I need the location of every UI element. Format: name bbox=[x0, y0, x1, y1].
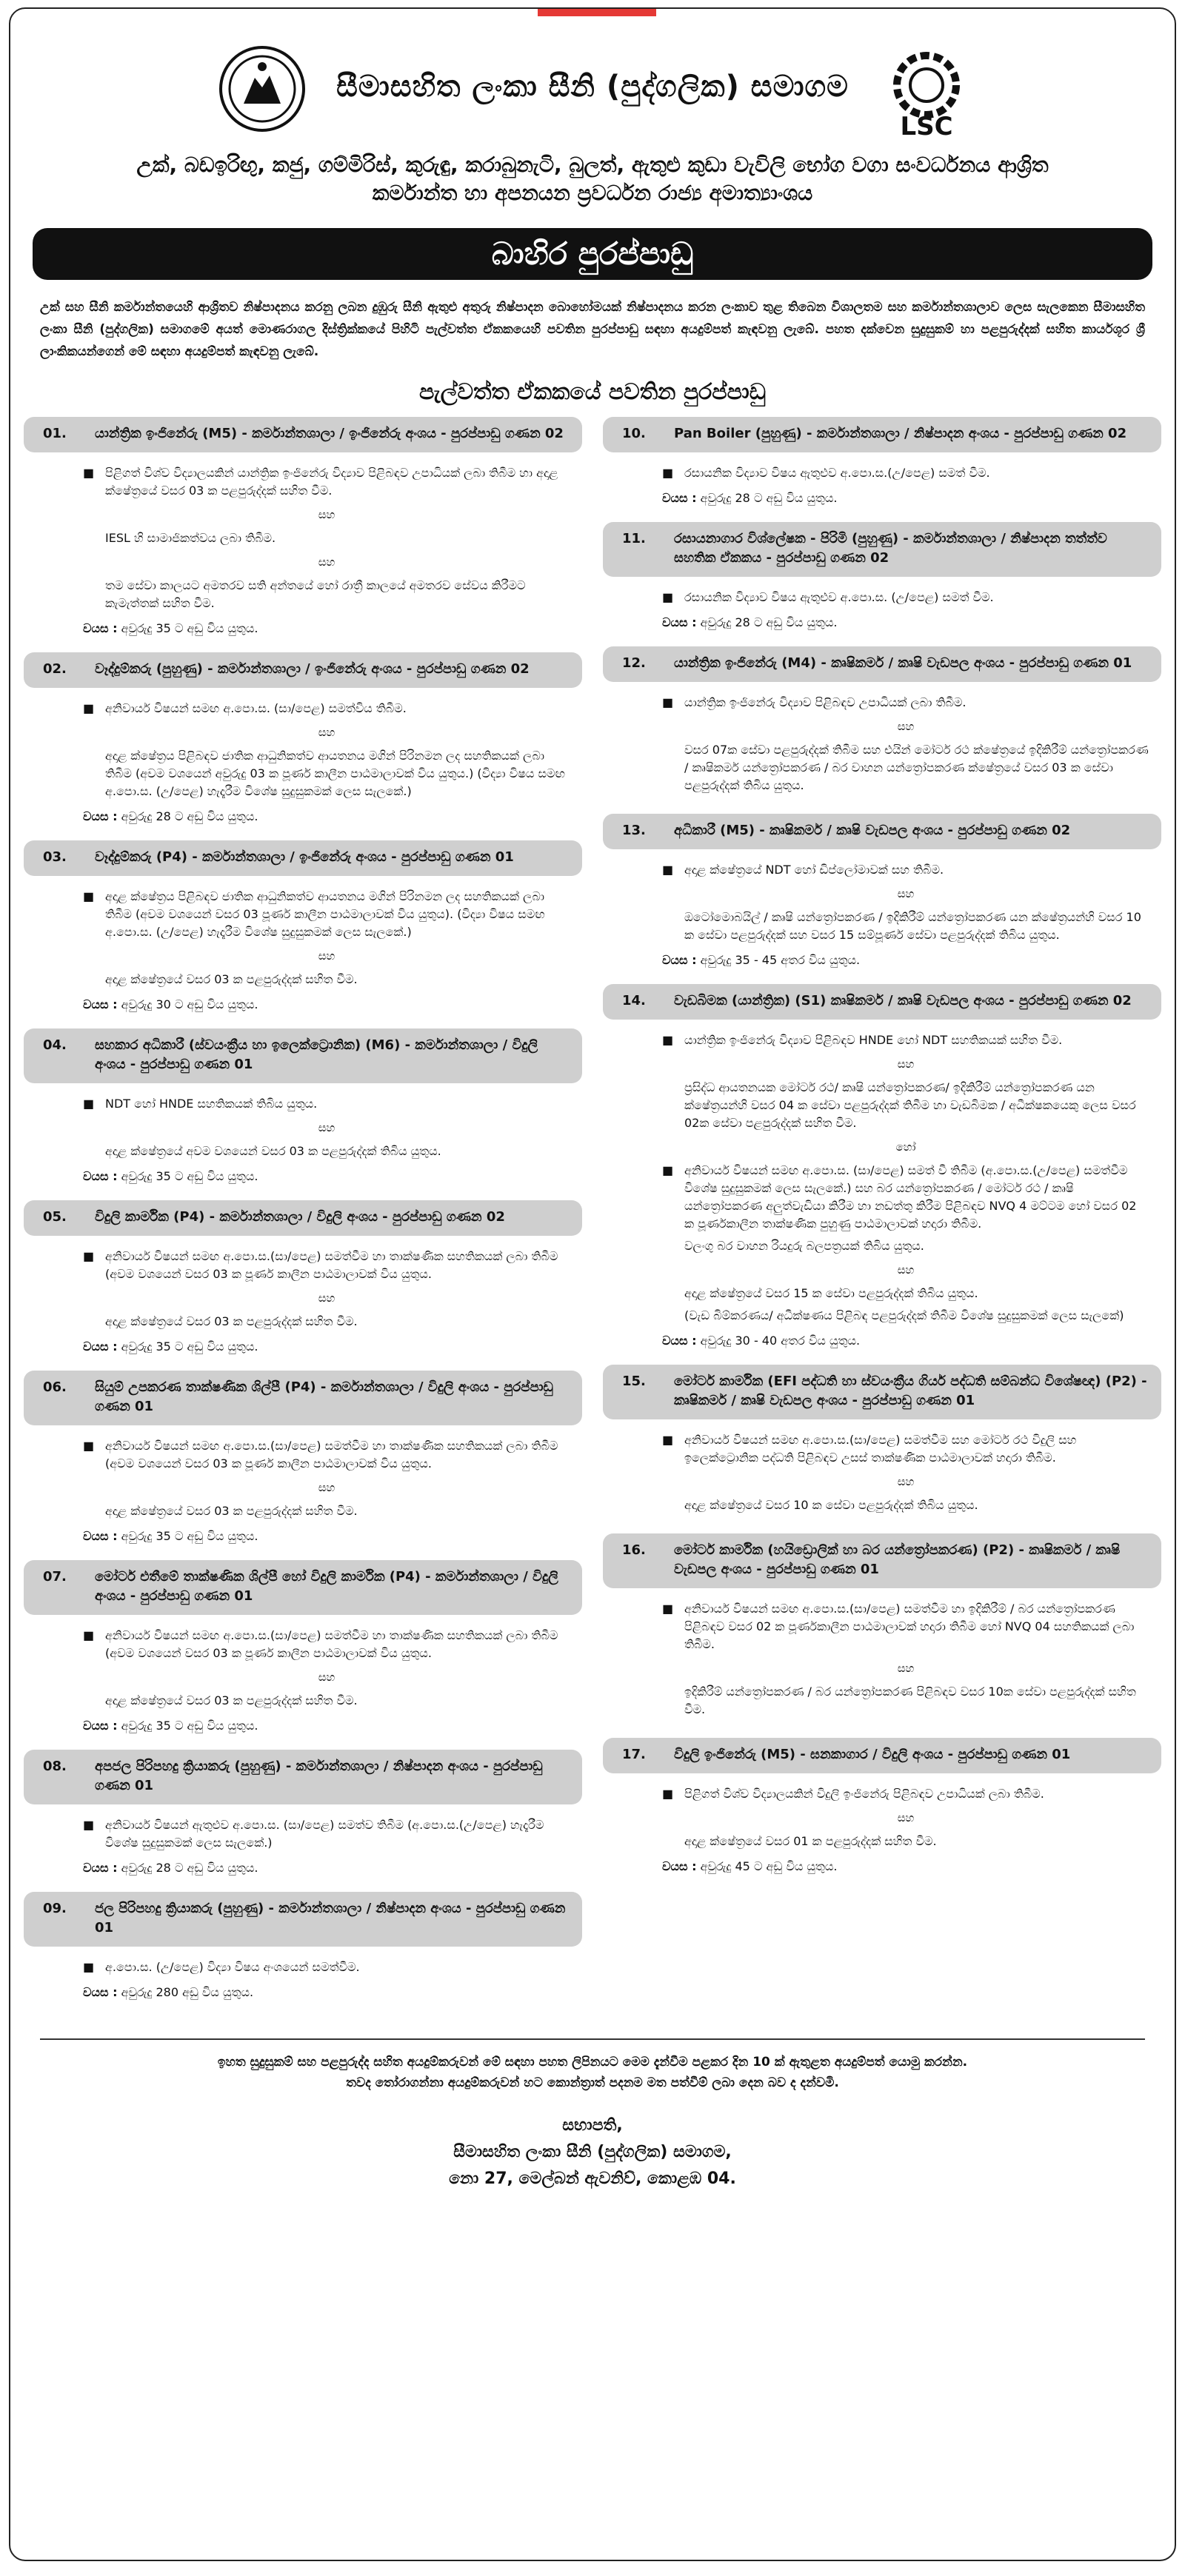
vacancy-title: සහකාර අධිකාරී (ස්වයංක්‍රීය හා ඉලෙක්ට්‍රොනික) (M6) - කර්මාන්තශාලා / විදුලි අංශය - පුරප්පාඩු ගණන 01 bbox=[95, 1037, 538, 1072]
vacancy-number: 07. bbox=[43, 1569, 67, 1585]
age-text: අවුරුදු 28 ට අඩු විය යුතුය. bbox=[700, 491, 838, 505]
vacancy-number: 16. bbox=[622, 1542, 646, 1558]
vacancy-number: 15. bbox=[622, 1374, 646, 1389]
requirement-connector: සහ bbox=[897, 1811, 915, 1824]
bullet-icon: ■ bbox=[662, 863, 674, 877]
age-label: වයස : bbox=[83, 1339, 118, 1354]
requirement-bullet bbox=[83, 1095, 570, 1113]
vacancy-heading bbox=[603, 1365, 1161, 1419]
requirement-connector: සහ bbox=[318, 949, 336, 963]
requirement-connector: සහ bbox=[897, 1263, 915, 1277]
header bbox=[10, 9, 1175, 142]
requirement-text: අනිවාර්ය විෂයන් සමඟ අ.පො.ස.(සා/පෙළ) සමත්වීම හා තාක්ෂණික සහතිකයක් ලබා තිබීම (අවම වශයෙන් වසර 03 ක පූර්ණ කාලීන පාඨමාලාවක් විය යුතුය. bbox=[105, 1249, 558, 1281]
vacancy-item bbox=[24, 1892, 582, 2006]
age-requirement bbox=[662, 489, 1149, 507]
advertisement-page bbox=[9, 7, 1176, 2561]
requirement-text: වසර 07ක සේවා පළපුරුද්දක් තිබීම සහ එයින් මෝටර් රථ ක්ෂේත්‍රයේ ඉදිකිරීම් යන්ත්‍රෝපකරණ / කෘෂිකර්ම යන්ත්‍රෝපකරණ / බර වාහන යන්ත්‍රෝපකරණ ක්ෂේත්‍රයේ වසර 03 ක සේවා පළපුරුද්දක් තිබිය යුතුය. bbox=[684, 743, 1149, 792]
age-text: අවුරුදු 35 ට අඩු විය යුතුය. bbox=[121, 1719, 258, 1733]
age-label: වයස : bbox=[662, 953, 697, 967]
age-text: අවුරුදු 35 ට අඩු විය යුතුය. bbox=[121, 1529, 258, 1543]
requirement-bullet bbox=[662, 464, 1149, 482]
requirement-connector: සහ bbox=[318, 726, 336, 739]
requirement-bullet bbox=[83, 1627, 570, 1662]
requirement-bullet bbox=[83, 1437, 570, 1473]
requirement-text: IESL හි සාමාජිකත්වය ලබා තිබීම. bbox=[105, 531, 276, 545]
vacancy-number: 04. bbox=[43, 1037, 67, 1053]
bullet-icon: ■ bbox=[662, 1787, 674, 1801]
vacancy-requirements bbox=[24, 876, 582, 1018]
requirement-connector: සහ bbox=[318, 1670, 336, 1684]
age-label: වයස : bbox=[83, 809, 118, 823]
vacancy-number: 08. bbox=[43, 1759, 67, 1774]
age-requirement bbox=[83, 1338, 570, 1356]
bullet-icon: ■ bbox=[662, 1602, 674, 1616]
vacancy-item bbox=[603, 814, 1161, 974]
age-label: වයස : bbox=[83, 1719, 118, 1733]
age-label: වයස : bbox=[662, 615, 697, 629]
vacancy-heading bbox=[603, 522, 1161, 577]
vacancy-number: 10. bbox=[622, 426, 646, 441]
requirement-connector: සහ bbox=[897, 720, 915, 733]
vacancy-item bbox=[603, 417, 1161, 512]
requirement-text: පිළිගත් විශ්ව විද්‍යාලයකින් යාන්ත්‍රික ඉංජිනේරු විද්‍යාව පිළිබඳව උපාධියක් ලබා තිබීම හා අදාළ ක්ෂේත්‍රයේ වසර 03 ක පළපුරුද්දක් සහිත වීම. bbox=[105, 466, 558, 498]
vacancy-item bbox=[603, 984, 1161, 1354]
requirement-text: රසායනික විද්‍යාව විෂය ඇතුළුව අ.පො.ස. (උ/පෙළ) සමත් වීම. bbox=[684, 590, 994, 604]
requirement-text: අනිවාර්ය විෂයන් සමඟ අ.පො.ස.(සා/පෙළ) සමත්වීම සහ මෝටර් රථ විදුලි සහ ඉලෙක්ට්‍රොනික පද්ධති පිළිබඳව උසස් තාක්ෂණික පාඨමාලාවක් හදාරා තිබීම. bbox=[684, 1433, 1077, 1465]
vacancy-requirements bbox=[603, 1773, 1161, 1880]
ministry-line-1: උක්, බඩඉරිඟු, කජු, ගම්මිරිස්, කුරුඳු, කරාබුනැටි, බුලත්, ඇතුළු කුඩා වැවිලි භෝග වගා සංවර්ධනය ආශ්‍රිත bbox=[136, 153, 1049, 177]
vacancy-number: 09. bbox=[43, 1901, 67, 1916]
org-title: සීමාසහිත ලංකා සීනි (පුද්ගලික) සමාගම bbox=[336, 70, 849, 104]
application-note bbox=[40, 2038, 1145, 2093]
requirement-connector: සහ bbox=[318, 1481, 336, 1494]
vacancy-heading bbox=[24, 1560, 582, 1615]
vacancy-title: විදුලි ඉංජිනේරු (M5) - ඝනකාගාර / විදුලි අංශය - පුරප්පාඩු ගණන 01 bbox=[674, 1747, 1071, 1762]
requirement-text: අදාළ ක්ෂේත්‍රයේ වසර 03 ක පළපුරුද්දක් සහිත වීම. bbox=[105, 1314, 358, 1328]
vacancy-title: විදුලි කාර්මික (P4) - කර්මාන්තශාලා / විදුලි අංශය - පුරප්පාඩු ගණන 02 bbox=[95, 1209, 505, 1225]
vacancy-heading bbox=[24, 652, 582, 688]
vacancy-heading bbox=[24, 1028, 582, 1083]
bullet-icon: ■ bbox=[83, 889, 95, 903]
requirement-bullet bbox=[662, 1031, 1149, 1049]
requirement-text: අදාළ ක්ෂේත්‍රයේ වසර 10 ක සේවා පළපුරුද්දක් තිබිය යුතුය. bbox=[684, 1498, 978, 1512]
vacancy-title: සියුම් උපකරණ තාක්ෂණික ශිල්පී (P4) - කර්මාන්තශාලා / විදුලි අංශය - පුරප්පාඩු ගණන 01 bbox=[95, 1379, 553, 1414]
requirement-bullet bbox=[83, 700, 570, 717]
requirement-bullet bbox=[662, 1785, 1149, 1803]
vacancy-heading bbox=[603, 417, 1161, 452]
vacancy-title: යාන්ත්‍රික ඉංජිනේරු (M4) - කෘෂිකර්ම / කෘෂි වැඩපල අංශය - පුරප්පාඩු ගණන 01 bbox=[674, 655, 1132, 671]
vacancy-item bbox=[603, 1738, 1161, 1880]
age-requirement bbox=[83, 1984, 570, 2001]
age-requirement bbox=[662, 951, 1149, 969]
age-requirement bbox=[83, 808, 570, 826]
age-label: වයස : bbox=[83, 1529, 118, 1543]
age-text: අවුරුදු 45 ට අඩු විය යුතුය. bbox=[700, 1859, 838, 1873]
age-text: අවුරුදු 28 ට අඩු විය යුතුය. bbox=[700, 615, 838, 629]
vacancy-requirements bbox=[603, 1419, 1161, 1523]
age-label: වයස : bbox=[83, 621, 118, 635]
age-requirement bbox=[83, 1528, 570, 1545]
age-label: වයස : bbox=[662, 1859, 697, 1873]
bullet-icon: ■ bbox=[83, 701, 95, 715]
age-label: වයස : bbox=[83, 1985, 118, 1999]
vacancy-number: 03. bbox=[43, 849, 67, 865]
bullet-icon: ■ bbox=[662, 1033, 674, 1047]
vacancy-requirements bbox=[24, 688, 582, 830]
requirement-text: පිළිගත් විශ්ව විද්‍යාලයකින් විදුලි ඉංජිනේරු පිළිබඳව උපාධියක් ලබා තිබීම. bbox=[684, 1787, 1044, 1801]
age-label: වයස : bbox=[662, 1334, 697, 1348]
requirement-bullet bbox=[83, 1816, 570, 1852]
requirement-text: අනිවාර්ය විෂයන් ඇතුළුව අ.පො.ස. (සා/පෙළ) සමත්ව තිබීම (අ.පො.ස.(උ/පෙළ) හැදෑරීම විශේෂ සුදුසුකමක් ලෙස සැලකේ.) bbox=[105, 1818, 544, 1850]
requirement-text: අදාළ ක්ෂේත්‍රයේ වසර 03 ක පළපුරුද්දක් සහිත වීම. bbox=[105, 1504, 358, 1518]
vacancy-number: 06. bbox=[43, 1379, 67, 1395]
vacancy-heading bbox=[24, 1750, 582, 1804]
age-requirement bbox=[83, 1859, 570, 1877]
vacancy-columns bbox=[10, 417, 1175, 2016]
requirement-bullet bbox=[662, 1431, 1149, 1467]
bullet-icon: ■ bbox=[83, 1097, 95, 1111]
requirement-text: යාන්ත්‍රික ඉංජිනේරු විද්‍යාව පිළිබඳව HNDE හෝ NDT සහතිකයක් සහිත වීම. bbox=[684, 1033, 1063, 1047]
requirement-text: අදාළ ක්ෂේත්‍රයේ අවම වශයෙන් වසර 03 ක පළපුරුද්දක් තිබිය යුතුය. bbox=[105, 1144, 441, 1158]
age-requirement bbox=[83, 996, 570, 1014]
vacancy-requirements bbox=[24, 1804, 582, 1881]
age-requirement bbox=[83, 1168, 570, 1185]
requirement-text: වලංගු බර වාහන රියදුරු බලපත්‍රයක් තිබිය යුතුය. bbox=[684, 1239, 924, 1253]
requirement-connector: සහ bbox=[318, 1291, 336, 1305]
requirement-text: ඔටෝමොබයිල් / කෘෂි යන්ත්‍රෝපකරණ / ඉදිකිරීම් යන්ත්‍රෝපකරණ යන ක්ෂේත්‍රයන්හි වසර 10 ක සේවා පළපුරුද්දක් සහ වසර 15 සම්පූර්ණ සේවා පළපුරුද්දක් තිබිය යුතුය. bbox=[684, 910, 1141, 942]
vacancy-heading bbox=[24, 1371, 582, 1425]
ministry-block bbox=[10, 151, 1175, 207]
vacancy-title: වෑද්දුම්කරු (පුහුණු) - කර්මාන්තශාලා / ඉංජිනේරු අංශය - පුරප්පාඩු ගණන 02 bbox=[95, 661, 530, 677]
age-requirement bbox=[662, 1858, 1149, 1876]
vacancy-requirements bbox=[603, 849, 1161, 974]
address-line-1: සභාපති, bbox=[562, 2116, 623, 2135]
vacancy-requirements bbox=[24, 452, 582, 642]
age-text: අවුරුදු 35 ට අඩු විය යුතුය. bbox=[121, 1339, 258, 1354]
requirement-text: අදාළ ක්ෂේත්‍රයේ වසර 15 ක සේවා පළපුරුද්දක් තිබිය යුතුය. bbox=[684, 1286, 978, 1300]
vacancy-banner: බාහිර පුරප්පාඩු bbox=[33, 228, 1152, 280]
vacancy-item bbox=[24, 1750, 582, 1881]
age-requirement bbox=[662, 614, 1149, 632]
vacancy-number: 11. bbox=[622, 531, 646, 546]
vacancy-item bbox=[24, 1371, 582, 1550]
vacancy-item bbox=[24, 417, 582, 642]
bullet-icon: ■ bbox=[83, 1249, 95, 1263]
requirement-text: අදාළ ක්ෂේත්‍රය පිළිබඳව ජාතික ආධුනිකත්ව ආයතනය මගින් පිරිනමන ලද සහතිකයක් ලබා තිබීම (අවම වශයෙන් වසර 03 පූර්ණ කාලීන පාඨමාලාවක් විය යුතුය). (විද්‍යා විෂය සමඟ අ.පො.ස. (උ/පෙළ) හැදෑරීම විශේෂ සුදුසුකමක් ලෙස සැලකේ.) bbox=[105, 889, 545, 939]
requirement-text: (වැඩ බිම්කරණය/ අධීක්ෂණය පිළිබඳ පළපුරුද්දක් තිබීම විශේෂ සුදුසුකමක් ලෙස සැලකේ) bbox=[684, 1308, 1124, 1322]
bullet-icon: ■ bbox=[83, 1439, 95, 1453]
vacancy-number: 01. bbox=[43, 426, 67, 441]
vacancy-requirements bbox=[24, 1236, 582, 1360]
intro-paragraph: උක් සහ සීනි කර්මාන්තයෙහි ආශ්‍රිතව නිෂ්පාදනය කරනු ලබන දුඹුරු සීනි ඇතුළු අතුරු නිෂ්පාදන බොහෝමයක් නිෂ්පාදනය කරන ලංකාව තුළ තිබෙන විශාලතම සහ කර්මාන්තශාලාව ලෙස සැලකෙන සීමාසහිත ලංකා සීනි (පුද්ගලික) සමාගමේ අයත් මොණරාගල දිස්ත්‍රික්කයේ පිහිටි පැල්වත්ත ඒකකයෙහි පවතින පුරප්පාඩු සඳහා අයදුම්පත් කැඳවනු ලැබේ. පහත දක්වෙන සුදුසුකම් හා පළපුරුද්දක් සහිත කාර්යශූර ශ්‍රී ලාංකිකයන්ගෙන් මේ සඳහා අයදුම්පත් කැඳවනු ලැබේ. bbox=[40, 300, 1145, 359]
age-text: අවුරුදු 280 අඩු විය යුතුය. bbox=[121, 1985, 254, 1999]
age-label: වයස : bbox=[83, 997, 118, 1011]
vacancy-requirements bbox=[603, 1020, 1161, 1354]
requirement-connector: සහ bbox=[897, 887, 915, 900]
requirement-text: අදාළ ක්ෂේත්‍රයේ NDT හෝ ඩිප්ලෝමාවක් සහ තිබීම. bbox=[684, 863, 944, 877]
requirement-bullet bbox=[662, 1162, 1149, 1233]
age-text: අවුරුදු 28 ට අඩු විය යුතුය. bbox=[121, 1861, 258, 1875]
requirement-text: අදාළ ක්ෂේත්‍රයේ වසර 01 ක පළපුරුද්දක් සහිත වීම. bbox=[684, 1834, 937, 1848]
vacancy-item bbox=[24, 1028, 582, 1190]
vacancy-heading bbox=[603, 646, 1161, 682]
vacancy-item bbox=[24, 1560, 582, 1739]
age-text: අවුරුදු 30 ට අඩු විය යුතුය. bbox=[121, 997, 258, 1011]
vacancy-title: මෝටර් කාර්මික (හයිඩ්‍රොලික් හා බර යන්ත්‍රෝපකරණ) (P2) - කෘෂිකර්ම / කෘෂි වැඩපල අංශය - පුරප්පාඩු ගණන 01 bbox=[674, 1542, 1121, 1577]
vacancy-number: 13. bbox=[622, 823, 646, 838]
requirement-bullet bbox=[83, 1958, 570, 1976]
requirement-text: අ.පො.ස. (උ/පෙළ) විද්‍යා විෂය අංශයෙන් සමත්වීම. bbox=[105, 1960, 360, 1974]
vacancy-heading bbox=[24, 1200, 582, 1236]
requirement-connector: සහ bbox=[897, 1475, 915, 1488]
vacancy-heading bbox=[603, 984, 1161, 1020]
vacancy-title: Pan Boiler (පුහුණු) - කර්මාන්තශාලා / නිෂ්පාදන අංශය - පුරප්පාඩු ගණන 02 bbox=[674, 426, 1127, 441]
vacancy-item bbox=[603, 522, 1161, 636]
vacancy-title: අපජල පිරිපහදු ක්‍රියාකරු (පුහුණු) - කර්මාන්තශාලා / නිෂ්පාදන අංශය - පුරප්පාඩු ගණන 01 bbox=[95, 1759, 543, 1793]
age-text: අවුරුදු 35 ට අඩු විය යුතුය. bbox=[121, 1169, 258, 1183]
requirement-text: අනිවාර්ය විෂයන් සමඟ අ.පො.ස. (සා/පෙළ) සමත් වී තිබීම (අ.පො.ස.(උ/පෙළ) සමත්වීම විශේෂ සුදුසුකමක් ලෙස සැලකේ.) සහ බර යන්ත්‍රෝපකරණ / මෝටර් රථ / කෘෂි යන්ත්‍රෝපකරණ අලුත්වැඩියා කිරීම හා නඩත්තු කිරීම පිළිබඳව NVQ 4 මට්ටම හෝ වසර 02 ක පූර්ණකාලීන තාක්ෂණික පුහුණු පාඨමාලාවක් හදාරා තිබීම. bbox=[684, 1163, 1137, 1231]
vacancy-requirements bbox=[603, 577, 1161, 636]
vacancy-item bbox=[24, 1200, 582, 1360]
vacancy-heading bbox=[24, 417, 582, 452]
requirement-text: ප්‍රසිද්ධ ආයතනයක මෝටර් රථ/ කෘෂි යන්ත්‍රෝපකරණ/ ඉදිකිරීම් යන්ත්‍රෝපකරණ යන ක්ෂේත්‍රයන්හි වසර 04 ක සේවා පළපුරුද්දක් තිබීම හා වැඩබිමක / අධීක්ෂකයෙකු ලෙස වසර 02ක සේවා පළපුරුද්දක් සහිත වීම. bbox=[684, 1080, 1136, 1130]
requirement-text: අනිවාර්ය විෂයන් සමඟ අ.පො.ස. (සා/පෙළ) සමත්විය තිබීම. bbox=[105, 701, 407, 715]
vacancy-number: 05. bbox=[43, 1209, 67, 1225]
vacancy-requirements bbox=[24, 1615, 582, 1739]
requirement-connector: සහ bbox=[318, 555, 336, 569]
requirement-text: තම සේවා කාලයට අමතරව සති අන්තයේ හෝ රාත්‍රී කාලයේ අමතරව සේවය කිරීමට කැමැත්තක් සහිත වීම. bbox=[105, 578, 526, 610]
age-text: අවුරුදු 28 ට අඩු විය යුතුය. bbox=[121, 809, 258, 823]
vacancy-heading bbox=[24, 1892, 582, 1947]
age-label: වයස : bbox=[83, 1169, 118, 1183]
requirement-text: අදාළ ක්ෂේත්‍රයේ වසර 03 ක පළපුරුද්දක් සහිත වීම. bbox=[105, 972, 358, 986]
section-subheading: පැල්වත්ත ඒකකයේ පවතින පුරප්පාඩු bbox=[418, 379, 767, 405]
bullet-icon: ■ bbox=[662, 1433, 674, 1447]
requirement-bullet bbox=[83, 464, 570, 500]
requirement-text: යාන්ත්‍රික ඉංජිනේරු විද්‍යාව පිළිබඳව උපාධියක් ලබා තිබීම. bbox=[684, 695, 967, 709]
ministry-line-2: කර්මාන්ත හා අපනයන ප්‍රවර්ධන රාජ්‍ය අමාත්‍යාංශය bbox=[372, 181, 813, 205]
vacancy-title: වැඩබිමක (යාන්ත්‍රික) (S1) කෘෂිකර්ම / කෘෂි වැඩපල අංශය - පුරප්පාඩු ගණන 02 bbox=[674, 993, 1132, 1008]
requirement-bullet bbox=[662, 589, 1149, 606]
age-requirement bbox=[662, 1332, 1149, 1350]
age-text: අවුරුදු 35 - 45 අතර විය යුතුය. bbox=[700, 953, 861, 967]
vacancy-item bbox=[603, 1365, 1161, 1523]
requirement-text: ඉදිකිරීම් යන්ත්‍රෝපකරණ / බර යන්ත්‍රෝපකරණ පිළිබඳව වසර 10ක සේවා පළපුරුද්දක් සහිත වීම. bbox=[684, 1685, 1136, 1716]
bullet-icon: ■ bbox=[83, 1818, 95, 1832]
requirement-text: අදාළ ක්ෂේත්‍රයේ වසර 03 ක පළපුරුද්දක් සහිත වීම. bbox=[105, 1693, 358, 1707]
bullet-icon: ■ bbox=[662, 590, 674, 604]
vacancy-item bbox=[603, 1533, 1161, 1727]
bullet-icon: ■ bbox=[83, 1960, 95, 1974]
requirement-bullet bbox=[662, 1600, 1149, 1653]
vacancy-item bbox=[24, 652, 582, 830]
right-column bbox=[603, 417, 1161, 2016]
bullet-icon: ■ bbox=[662, 466, 674, 480]
requirement-bullet bbox=[662, 694, 1149, 712]
vacancy-title: අධිකාරී (M5) - කෘෂිකර්ම / කෘෂි වැඩපල අංශය - පුරප්පාඩු ගණන 02 bbox=[674, 823, 1071, 838]
vacancy-heading bbox=[603, 814, 1161, 849]
requirement-connector: සහ bbox=[897, 1662, 915, 1675]
vacancy-requirements bbox=[603, 452, 1161, 512]
requirement-text: අනිවාර්ය විෂයන් සමඟ අ.පො.ස.(සා/පෙළ) සමත්වීම හා තාක්ෂණික සහතිකයක් ලබා තිබීම (අවම වශයෙන් වසර 03 ක පූර්ණ කාලීන පාඨමාලාවක් විය යුතුය. bbox=[105, 1439, 558, 1471]
age-label: වයස : bbox=[662, 491, 697, 505]
age-text: අවුරුදු 30 - 40 අතර විය යුතුය. bbox=[700, 1334, 861, 1348]
requirement-connector: සහ bbox=[318, 508, 336, 521]
age-requirement bbox=[83, 620, 570, 638]
vacancy-number: 17. bbox=[622, 1747, 646, 1762]
emblem-icon bbox=[218, 44, 307, 133]
left-column bbox=[24, 417, 582, 2016]
vacancy-title: යාන්ත්‍රික ඉංජිනේරු (M5) - කර්මාන්තශාලා / ඉංජිනේරු අංශය - පුරප්පාඩු ගණන 02 bbox=[95, 426, 564, 441]
vacancy-number: 14. bbox=[622, 993, 646, 1008]
requirement-text: අදාළ ක්ෂේත්‍රය පිළිබඳව ජාතික ආධුනිකත්ව ආයතනය මගින් පිරිනමන ලද සහතිකයක් ලබා තිබීම (අවම වශයෙන් අවුරුදු 03 ක පූර්ණ කාලීන පාඨමාලාවක් විය යුතුය.) (විද්‍යා විෂය සමඟ අ.පො.ස. (උ/පෙළ) හැදෑරීම විශේෂ සුදුසුකමක් ලෙස සැලකේ.) bbox=[105, 749, 565, 798]
address-line-2: සීමාසහිත ලංකා සීනි (පුද්ගලික) සමාගම, bbox=[453, 2143, 732, 2161]
requirement-connector: සහ bbox=[318, 1121, 336, 1134]
vacancy-requirements bbox=[24, 1425, 582, 1550]
age-label: වයස : bbox=[83, 1861, 118, 1875]
requirement-text: අනිවාර්ය විෂයන් සමඟ අ.පො.ස.(සා/පෙළ) සමත්වීම හා ඉදිකිරීම් / බර යන්ත්‍රෝපකරණ පිළිබඳව වසර 02 ක පූර්ණකාලීන පාඨමාලාවක් හදාරා තිබීම හෝ NVQ 04 සහතිකයක් ලබා තිබීම. bbox=[684, 1602, 1135, 1651]
bullet-icon: ■ bbox=[83, 466, 95, 480]
requirement-bullet bbox=[83, 888, 570, 941]
vacancy-number: 12. bbox=[622, 655, 646, 671]
lsc-logo-text: LSC bbox=[900, 112, 953, 141]
vacancy-title: ජල පිරිපහදු ක්‍රියාකරු (පුහුණු) - කර්මාන්තශාලා / නිෂ්පාදන අංශය - පුරප්පාඩු ගණන 01 bbox=[95, 1901, 566, 1936]
vacancy-requirements bbox=[24, 1947, 582, 2006]
vacancy-requirements bbox=[603, 1588, 1161, 1727]
vacancy-number: 02. bbox=[43, 661, 67, 677]
requirement-text: රසායනික විද්‍යාව විෂය ඇතුළුව අ.පො.ස.(උ/පෙළ) සමත් වීම. bbox=[684, 466, 990, 480]
vacancy-title: මෝටර් කාර්මික (EFI පද්ධති හා ස්වයංක්‍රීය ගියර් පද්ධති සම්බන්ධ විශේෂඥ) (P2) - කෘෂිකර්ම / කෘෂි වැඩපල අංශය - පුරප්පාඩු ගණන 01 bbox=[674, 1374, 1147, 1408]
vacancy-item bbox=[24, 840, 582, 1018]
lsc-logo-icon bbox=[878, 44, 975, 141]
requirement-text: NDT හෝ HNDE සහතිකයක් තිබිය යුතුය. bbox=[105, 1097, 318, 1111]
age-requirement bbox=[83, 1717, 570, 1735]
bullet-icon: ■ bbox=[662, 1163, 674, 1177]
application-note-line-1: ඉහත සුදුසුකම් සහ පළපුරුද්ද සහිත අයදුම්කරුවන් මේ සඳහා පහත ලිපිනයට මෙම දැන්වීම පළකර දින 10 ක් ඇතුළත අයදුම්පත් යොමු කරන්න. bbox=[217, 2055, 968, 2070]
vacancy-title: රසායනාගාර විශ්ලේෂක - පිරිමි (පුහුණු) - කර්මාන්තශාලා / නිෂ්පාදන තත්ත්ව සහතික ඒකකය - පුරප්පාඩු ගණන 02 bbox=[674, 531, 1107, 566]
vacancy-requirements bbox=[24, 1083, 582, 1190]
vacancy-title: මෝටර් එතීමේ තාක්ෂණික ශිල්පී හෝ විදුලි කාර්මික (P4) - කර්මාන්තශාලා / විදුලි අංශය - පුරප්පාඩු ගණන 01 bbox=[95, 1569, 558, 1604]
address-block bbox=[10, 2112, 1175, 2192]
vacancy-heading bbox=[24, 840, 582, 876]
vacancy-requirements bbox=[603, 682, 1161, 803]
requirement-text: අනිවාර්ය විෂයන් සමඟ අ.පො.ස.(සා/පෙළ) සමත්වීම හා තාක්ෂණික සහතිකයක් ලබා තිබීම (අවම වශයෙන් වසර 03 ක පූර්ණ කාලීන පාඨමාලාවක් විය යුතුය. bbox=[105, 1628, 558, 1660]
requirement-connector: හෝ bbox=[895, 1140, 916, 1154]
application-note-line-2: තවද තෝරාගන්නා අයදුම්කරුවන් හට කොන්ත්‍රාත් පදනම මත පත්වීම් ලබා දෙන බව ද දන්වමි. bbox=[346, 2075, 839, 2090]
requirement-connector: සහ bbox=[897, 1057, 915, 1071]
vacancy-heading bbox=[603, 1738, 1161, 1773]
requirement-bullet bbox=[83, 1248, 570, 1283]
bullet-icon: ■ bbox=[83, 1628, 95, 1642]
vacancy-heading bbox=[603, 1533, 1161, 1588]
requirement-bullet bbox=[662, 861, 1149, 879]
address-line-3: නො 27, මෙල්බන් ඇවනිව්, කොළඹ 04. bbox=[449, 2169, 736, 2188]
bullet-icon: ■ bbox=[662, 695, 674, 709]
vacancy-item bbox=[603, 646, 1161, 803]
vacancy-title: වෑද්දුම්කරු (P4) - කර්මාන්තශාලා / ඉංජිනේරු අංශය - පුරප්පාඩු ගණන 01 bbox=[95, 849, 514, 865]
age-text: අවුරුදු 35 ට අඩු විය යුතුය. bbox=[121, 621, 258, 635]
